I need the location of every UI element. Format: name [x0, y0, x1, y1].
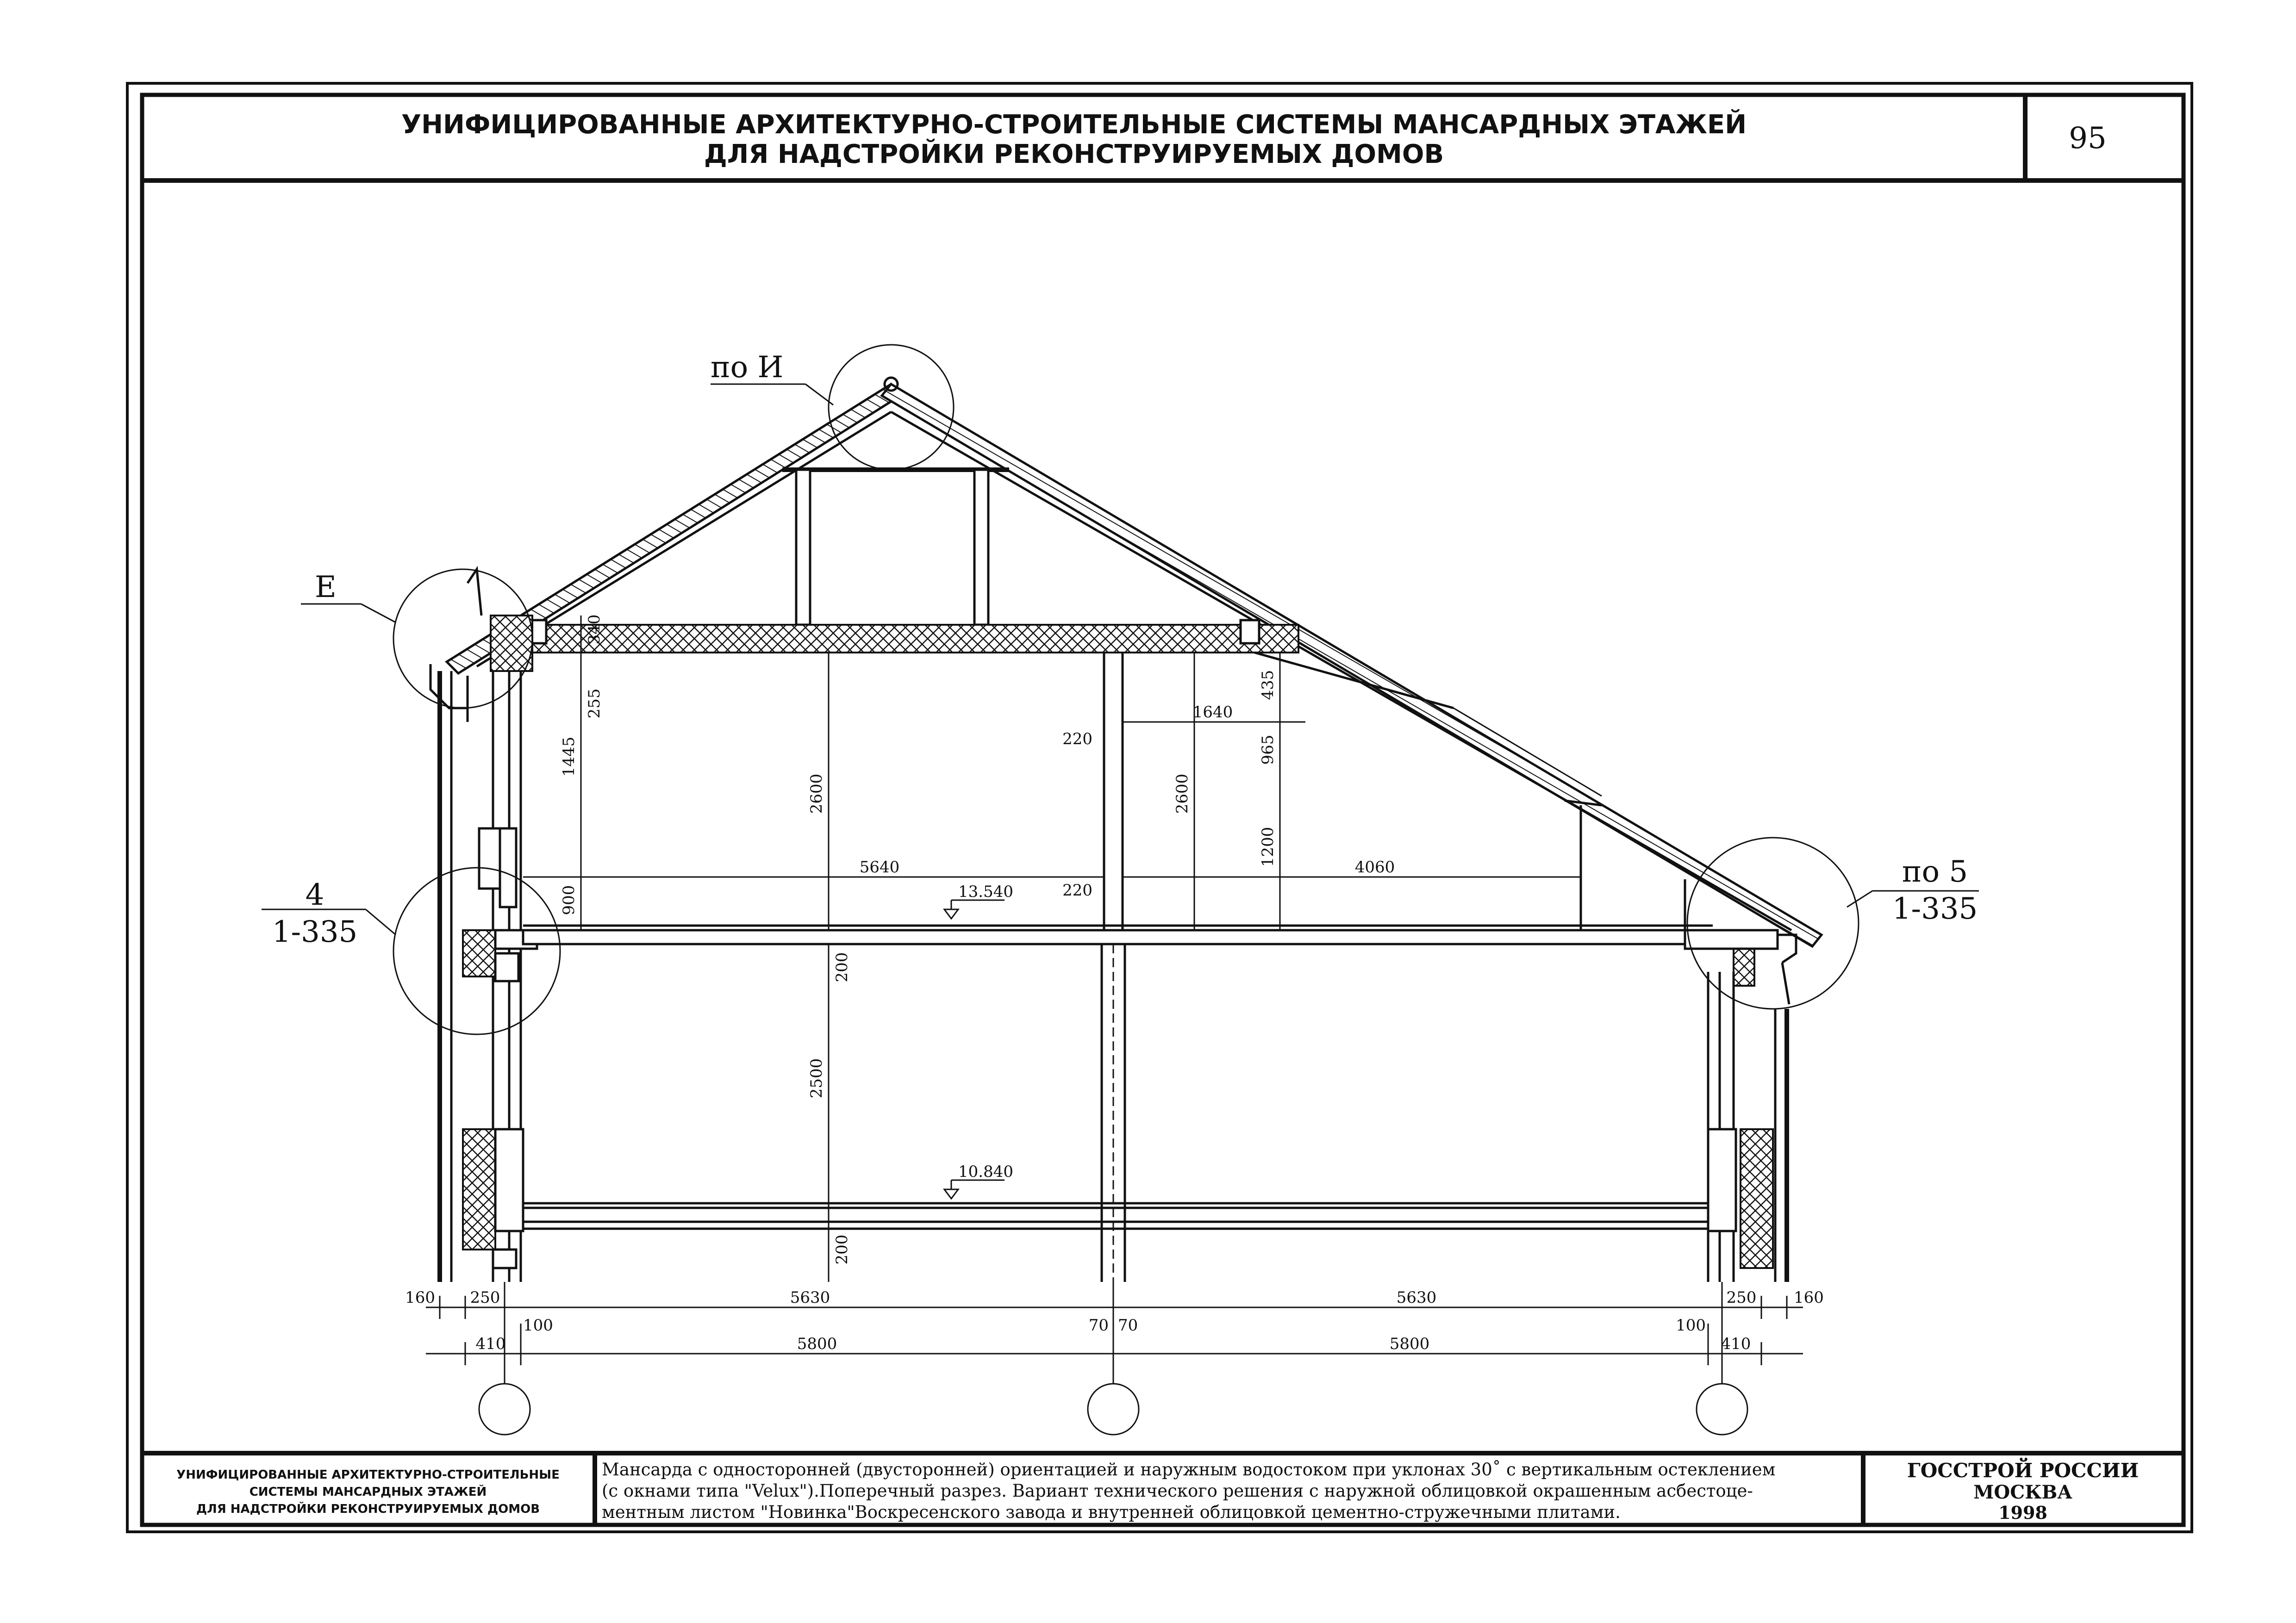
- left-floor-insulation: [463, 930, 495, 976]
- lower-floor-slab: [523, 1208, 1736, 1222]
- level-floor-label: 10.840: [958, 1163, 1013, 1181]
- dim-span-left-attic: 5640: [859, 858, 900, 877]
- dim-chain2-4: 70: [1118, 1316, 1138, 1335]
- level-mark-floor: [944, 1163, 1013, 1199]
- dim-chain2-2: 5800: [797, 1335, 837, 1353]
- dim-wall-top: 255: [585, 688, 604, 719]
- dim-chain2-0: 410: [475, 1335, 506, 1353]
- dim-partition-top: 220: [1062, 730, 1092, 748]
- dim-chain2-6: 100: [1676, 1316, 1706, 1335]
- page-number: 95: [2069, 121, 2107, 155]
- left-floor-block: [495, 953, 518, 981]
- dim-chain1-3: 5630: [1396, 1288, 1437, 1307]
- title-block-left-1: УНИФИЦИРОВАННЫЕ АРХИТЕКТУРНО-СТРОИТЕЛЬНЫЕ: [176, 1468, 560, 1482]
- dim-chain2-3: 70: [1088, 1316, 1109, 1335]
- axis-marker-left: [479, 1384, 530, 1435]
- attic-window-left-frame: [500, 828, 516, 907]
- dim-slab-upper: 200: [833, 952, 851, 983]
- callout-node-right-num: по 5: [1902, 855, 1968, 889]
- dim-floor-height: 2500: [807, 1058, 826, 1099]
- dim-chain1-2: 5630: [790, 1288, 830, 1307]
- title-block-desc-3: ментным листом "Новинка"Воскресенского завода и внутренней облицовкой цементно-стружечными плитами.: [602, 1502, 1621, 1522]
- eave-block-left: [491, 616, 532, 671]
- right-floor-insulation: [1734, 944, 1754, 986]
- callout-leader-node-right-2: [1847, 891, 1872, 907]
- inner-frame: [142, 95, 2184, 1525]
- left-wall-insul-lower: [463, 1129, 495, 1250]
- sheet-title-line1: УНИФИЦИРОВАННЫЕ АРХИТЕКТУРНО-СТРОИТЕЛЬНЫЕ СИСТЕМЫ МАНСАРДНЫХ ЭТАЖЕЙ: [401, 110, 1747, 140]
- dormer-slope-line-2: [1454, 708, 1602, 796]
- king-post-right: [974, 470, 988, 625]
- dim-chain2-5: 5800: [1389, 1335, 1430, 1353]
- dim-chain2-1: 100: [523, 1316, 553, 1335]
- dimensions: [405, 615, 1824, 1435]
- callout-label-ridge: по И: [711, 350, 784, 385]
- right-wall-insul-lower: [1741, 1129, 1773, 1268]
- title-block-left-3: ДЛЯ НАДСТРОЙКИ РЕКОНСТРУИРУЕМЫХ ДОМОВ: [196, 1502, 540, 1516]
- title-block-year: 1998: [1998, 1502, 2047, 1523]
- building-section: [430, 378, 1822, 1282]
- flashing-left: [468, 569, 481, 616]
- title-block-city: МОСКВА: [1973, 1481, 2072, 1503]
- dim-knee-top: 435: [1259, 670, 1277, 700]
- header: [142, 95, 2184, 180]
- level-attic-label: 13.540: [958, 883, 1013, 901]
- rafter-underside-right: [891, 412, 1791, 930]
- left-window-lower: [495, 1129, 523, 1231]
- dim-knee-mid: 965: [1259, 734, 1277, 765]
- dim-attic-height-right: 2600: [1173, 773, 1192, 814]
- dim-left-height-2: 900: [560, 885, 578, 915]
- dim-chain1-1: 250: [470, 1288, 500, 1307]
- axis-marker-right: [1697, 1384, 1747, 1435]
- dim-roof-top: 340: [585, 614, 604, 645]
- dim-chain1-4: 250: [1726, 1288, 1757, 1307]
- title-block-left-2: СИСТЕМЫ МАНСАРДНЫХ ЭТАЖЕЙ: [249, 1485, 487, 1499]
- right-window-lower: [1708, 1129, 1736, 1231]
- callout-leader-node-left-2: [366, 909, 396, 935]
- dim-dormer-width: 1640: [1192, 703, 1233, 721]
- title-block: [142, 1453, 2184, 1525]
- attic-floor-slab: [523, 930, 1736, 944]
- callout-circle-ridge: [829, 345, 954, 470]
- sheet-title-line2: ДЛЯ НАДСТРОЙКИ РЕКОНСТРУИРУЕМЫХ ДОМОВ: [704, 139, 1444, 169]
- ceiling-block-right: [1241, 620, 1259, 643]
- attic-window-left: [479, 828, 500, 889]
- dim-span-right-attic: 4060: [1354, 858, 1395, 877]
- dim-chain1-5: 160: [1794, 1288, 1824, 1307]
- dim-chain2-7: 410: [1721, 1335, 1751, 1353]
- callout-leader-ridge-2: [805, 384, 833, 405]
- title-block-org: ГОССТРОЙ РОССИИ: [1907, 1459, 2139, 1482]
- title-block-desc-1: Мансарда с односторонней (двусторонней) ориентацией и наружным водостоком при уклонах 30˚ с вертикальным остеклением: [602, 1460, 1776, 1480]
- callout-node-right-ref: 1-335: [1892, 892, 1978, 926]
- dim-knee-low: 1200: [1259, 827, 1277, 867]
- level-mark-attic: [944, 883, 1013, 919]
- callout-node-left-num: 4: [305, 878, 324, 912]
- right-fascia: [1782, 963, 1789, 1004]
- axis-marker-center: [1088, 1384, 1139, 1435]
- gutter-right: [1778, 935, 1796, 963]
- king-post-left: [796, 470, 810, 625]
- callout-leader-eave-2: [361, 604, 396, 622]
- dim-slab-lower: 200: [833, 1234, 851, 1265]
- attic-ceiling-insulation: [532, 625, 1298, 653]
- callout-node-left-ref: 1-335: [272, 915, 358, 949]
- right-eave-beam: [1685, 930, 1778, 949]
- dim-attic-height-left: 2600: [807, 773, 826, 814]
- roof-slope-right: [882, 384, 1822, 946]
- title-block-desc-2: (с окнами типа "Velux").Поперечный разрез. Вариант технического решения с наружной облицовкой окрашенным асбестоце-: [602, 1481, 1753, 1501]
- outer-frame: [127, 83, 2192, 1532]
- dim-chain1-0: 160: [405, 1288, 435, 1307]
- dim-partition-bottom: 220: [1062, 881, 1092, 900]
- callout-label-eave: Е: [315, 570, 337, 604]
- dim-left-height-1: 1445: [560, 736, 578, 777]
- left-sill-lower: [493, 1250, 516, 1268]
